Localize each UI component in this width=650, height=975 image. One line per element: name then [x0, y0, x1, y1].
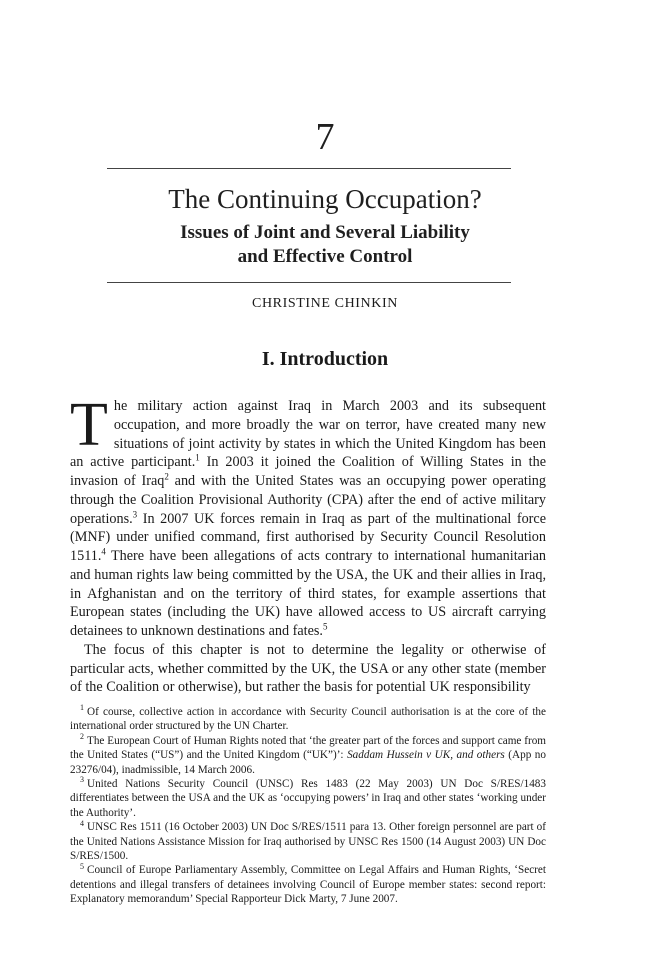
footnote-1: [70, 705, 546, 734]
footnote-2-text-b: (App no 23276/04), inadmissible, 14 March 2006.: [70, 749, 546, 776]
footnote-3: [70, 777, 546, 820]
body-text: [70, 391, 546, 697]
footnote-mark-4: 4: [80, 818, 84, 828]
footnote-mark-2: 2: [80, 732, 84, 742]
footnote-4-text: UNSC Res 1511 (16 October 2003) UN Doc S/RES/1511 para 13. Other foreign personnel are part of the United Nations Assistance Mission for Iraq authorised by UNSC Res 1500 (14 August 2003) UN Doc S/RES/1500.: [70, 821, 546, 863]
footnote-2: [70, 734, 546, 777]
chapter-subtitle: Issues of Joint and Several Liability and Effective Control: [180, 222, 470, 267]
footnote-ref-2[interactable]: 2: [164, 471, 169, 482]
footnote-5: [70, 863, 546, 906]
footnote-4: [70, 820, 546, 863]
footnote-mark-1: 1: [80, 703, 84, 713]
footnote-1-text: Of course, collective action in accordance with Security Council authorisation is at the core of the international order structured by the UN Charter.: [70, 706, 546, 733]
footnote-2-case-name: Saddam Hussein v UK, and others: [347, 749, 505, 762]
footnote-3-text: United Nations Security Council (UNSC) Res 1483 (22 May 2003) UN Doc S/RES/1483 differentiates between the USA and the UK as ‘occupying powers’ in Iraq and other states ‘working under the Authority’.: [70, 778, 546, 819]
paragraph-1-text-c: and with the United States was an occupying power operating through the Coalition Provisional Authority (CPA) after the end of active military operations.: [70, 473, 546, 527]
paragraph-1-text-b: In 2003 it joined the Coalition of Willing States in the invasion of Iraq: [70, 454, 546, 489]
footnote-mark-5: 5: [80, 861, 84, 871]
footnote-ref-5[interactable]: 5: [322, 621, 328, 632]
paragraph-1: [70, 391, 546, 641]
paragraph-1-text-d: In 2007 UK forces remain in Iraq as part of the multinational force (MNF) under unified command, first authorised by Security Council Resolution 1511.: [70, 510, 546, 564]
footnote-5-text: Council of Europe Parliamentary Assembly, Committee on Legal Affairs and Human Rights, ‘Secret detentions and illegal transfers of detainees involving Council of Europe member states: second report: Explanatory memorandum’ Special Rapporteur Dick Marty, 7 June 2007.: [70, 864, 546, 906]
footnotes: [70, 705, 546, 907]
paragraph-1-text-e: There have been allegations of acts contrary to international humanitarian and human rights law being committed by the USA, the UK and their allies in Iraq, in Afghanistan and on the territory of third states, for example assertions that European states (including the UK) have allowed access to US aircraft carrying detainees to unknown destinations and fates.: [70, 548, 546, 639]
drop-cap: T: [70, 391, 108, 459]
title-rule-top: [107, 168, 511, 169]
section-heading: I. Introduction: [261, 348, 389, 370]
author-name: CHRISTINE CHINKIN: [252, 296, 398, 311]
footnote-mark-3: 3: [80, 775, 84, 785]
footnote-ref-4[interactable]: 4: [101, 546, 106, 557]
footnote-ref-3[interactable]: 3: [132, 508, 138, 519]
footnote-ref-1[interactable]: 1: [195, 452, 200, 463]
title-rule-bottom: [107, 282, 511, 283]
chapter-number: 7: [315, 116, 335, 158]
footnote-2-text-a: The European Court of Human Rights noted that ‘the greater part of the forces and support came from the United States (“US”) and the United Kingdom (“UK”)’:: [70, 734, 546, 762]
paragraph-1-text-a: he military action against Iraq in March 2003 and its subsequent occupation, and more broadly the war on terror, have created many new situations of joint activity by states in which the United Kingdom has been an active participant.: [70, 398, 546, 471]
chapter-title: The Continuing Occupation?: [168, 184, 482, 214]
paragraph-2: The focus of this chapter is not to determine the legality or otherwise of particular acts, whether committed by the UK, the USA or any other state (member of the Coalition or otherwise), but rather the basis for potential UK responsibility: [70, 641, 546, 696]
